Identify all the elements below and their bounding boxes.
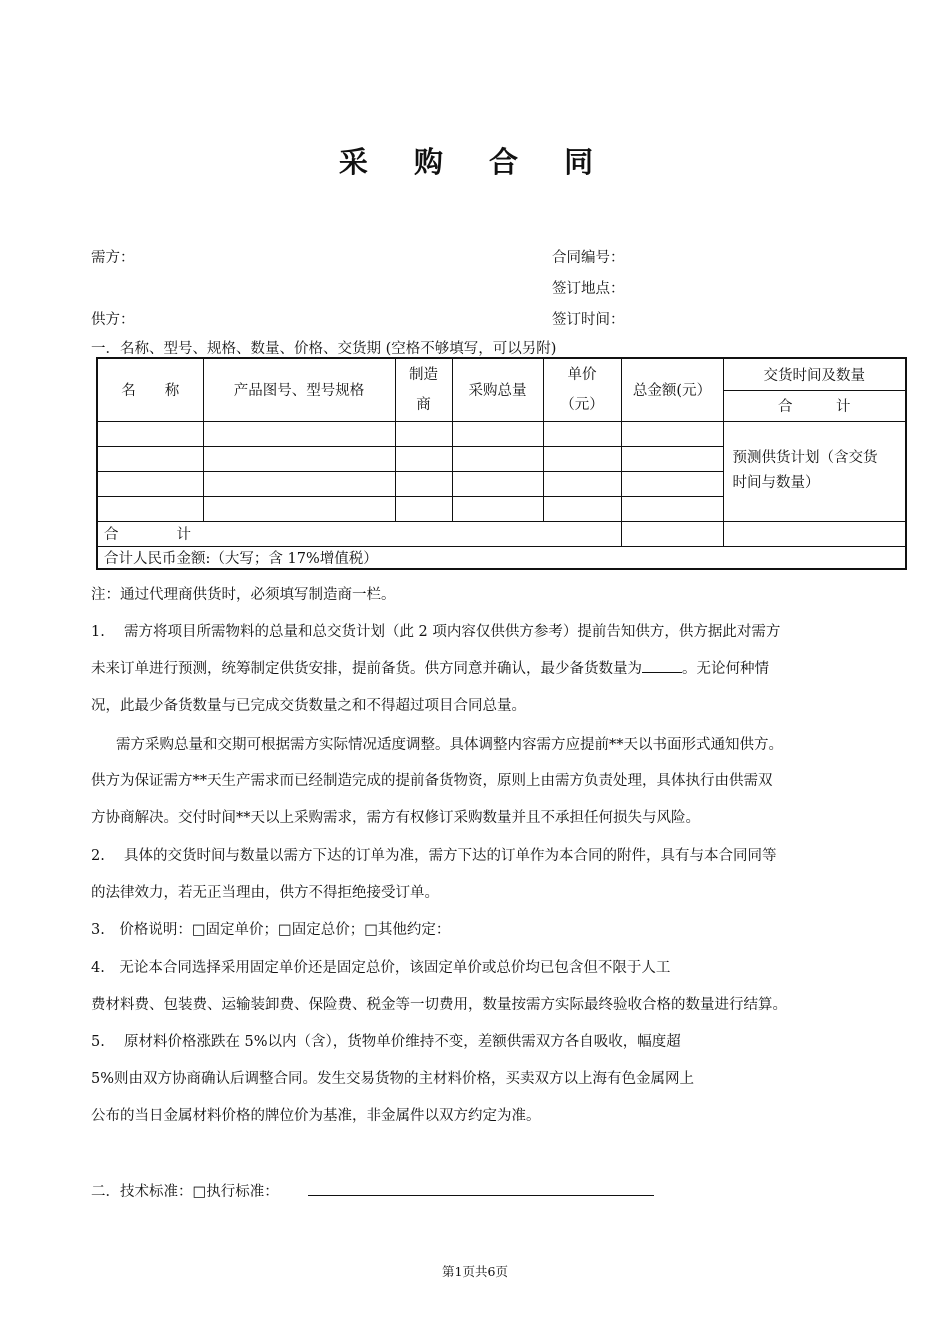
paragraph-1b-line-1: 需方采购总量和交期可根据需方实际情况适度调整。具体调整内容需方应提前**天以书面形式通知供方。	[116, 737, 783, 753]
forecast-line1: 预测供货计划（含交货	[732, 450, 878, 466]
note: 注：通过代理商供货时，必须填写制造商一栏。	[91, 587, 396, 603]
header-delivery-total: 合 计	[723, 390, 906, 421]
paragraph-5-line-3: 公布的当日金属材料价格的牌位价为基准，非金属件以双方约定为准。	[91, 1108, 541, 1124]
paragraph-5-line-2: 5%则由双方协商确认后调整合同。发生交易货物的主材料价格，买卖双方以上海有色金属网上	[91, 1071, 694, 1087]
table-cell[interactable]	[543, 496, 621, 521]
table-cell[interactable]	[203, 471, 395, 496]
paragraph-1b-line-3: 方协商解决。交付时间**天以上采购需求，需方有权修订采购数量并且不承担任何损失与风险。	[91, 810, 700, 826]
sign-place-label: 签订地点：	[552, 281, 625, 297]
header-maker-line1: 制造	[409, 366, 438, 383]
standard-fill-line[interactable]	[308, 1195, 654, 1196]
section2-heading: 二．技术标准：□执行标准：	[91, 1184, 279, 1200]
paragraph-4-line-1: 4. 无论本合同选择采用固定单价还是固定总价，该固定单价或总价均已包含但不限于人工	[91, 960, 671, 976]
forecast-cell	[723, 421, 906, 521]
paragraph-1-line-2a: 未来订单进行预测，统筹制定供货安排，提前备货。供方同意并确认，最少备货数量为	[91, 661, 642, 677]
paragraph-2-line-2: 的法律效力，若无正当理由，供方不得拒绝接受订单。	[91, 885, 439, 901]
supplier-label: 供方：	[91, 312, 135, 328]
paragraph-1-line-1: 1. 需方将项目所需物料的总量和总交货计划（此 2 项内容仅供供方参考）提前告知供方，供方据此对需方	[91, 624, 781, 640]
paragraph-5-line-1: 5. 原材料价格涨跌在 5%以内（含），货物单价维持不变，差额供需双方各自吸收，幅度超	[91, 1034, 681, 1050]
table-cell[interactable]	[543, 446, 621, 471]
total-delivery-cell[interactable]	[723, 521, 906, 546]
paragraph-1-line-2b: 。无论何种情	[682, 661, 769, 677]
table-cell[interactable]	[395, 421, 452, 446]
header-name: 名 称	[97, 358, 203, 421]
buyer-label: 需方：	[91, 250, 135, 266]
table-cell[interactable]	[203, 446, 395, 471]
paragraph-3: 3. 价格说明：□固定单价；□固定总价；□其他约定：	[91, 922, 451, 938]
header-price-line2: （元）	[560, 396, 604, 413]
header-maker	[395, 358, 452, 421]
table-cell[interactable]	[621, 471, 723, 496]
paragraph-1b-line-2: 供方为保证需方**天生产需求而已经制造完成的提前备货物资，原则上由需方负责处理，具体执行由供需双	[91, 773, 773, 789]
table-cell[interactable]	[621, 446, 723, 471]
header-price-line1: 单价	[567, 366, 597, 383]
table-cell[interactable]	[97, 446, 203, 471]
table-cell[interactable]	[543, 471, 621, 496]
table-cell[interactable]	[395, 496, 452, 521]
document-title: 采 购 合 同	[338, 145, 612, 179]
table-cell[interactable]	[452, 446, 543, 471]
page-footer: 第1页共6页	[442, 1264, 508, 1279]
header-maker-line2: 商	[416, 396, 431, 413]
paragraph-1-line-2	[91, 657, 769, 678]
table-cell[interactable]	[621, 421, 723, 446]
table-cell[interactable]	[395, 446, 452, 471]
total-amount-cell[interactable]	[621, 521, 723, 546]
table-cell[interactable]	[543, 421, 621, 446]
section1-heading: 一．名称、型号、规格、数量、价格、交货期 (空格不够填写，可以另附)	[91, 341, 557, 357]
table-cell[interactable]	[203, 421, 395, 446]
header-price	[543, 358, 621, 421]
items-table	[96, 357, 907, 570]
header-delivery: 交货时间及数量	[723, 358, 906, 390]
paragraph-1-line-3: 况，此最少备货数量与已完成交货数量之和不得超过项目合同总量。	[91, 698, 526, 714]
table-cell[interactable]	[97, 421, 203, 446]
table-cell[interactable]	[97, 496, 203, 521]
paragraph-4-line-2: 费材料费、包装费、运输装卸费、保险费、税金等一切费用，数量按需方实际最终验收合格的数量进行结算。	[91, 997, 787, 1013]
table-cell[interactable]	[203, 496, 395, 521]
table-cell[interactable]	[452, 421, 543, 446]
header-amount: 总金额(元）	[621, 358, 723, 421]
paragraph-2-line-1: 2. 具体的交货时间与数量以需方下达的订单为准，需方下达的订单作为本合同的附件，具有与本合同同等	[91, 848, 777, 864]
forecast-line2: 时间与数量）	[732, 475, 820, 491]
header-qty: 采购总量	[452, 358, 543, 421]
table-cell[interactable]	[395, 471, 452, 496]
sign-time-label: 签订时间：	[552, 312, 625, 328]
total-label: 合 计	[97, 521, 621, 546]
table-cell[interactable]	[452, 496, 543, 521]
header-model: 产品图号、型号规格	[203, 358, 395, 421]
table-cell[interactable]	[621, 496, 723, 521]
contract-no-label: 合同编号：	[552, 250, 625, 266]
table-cell[interactable]	[97, 471, 203, 496]
table-cell[interactable]	[452, 471, 543, 496]
min-stock-blank[interactable]	[642, 658, 682, 673]
rmb-amount-label: 合计人民币金额:（大写；含 17%增值税）	[97, 546, 906, 569]
